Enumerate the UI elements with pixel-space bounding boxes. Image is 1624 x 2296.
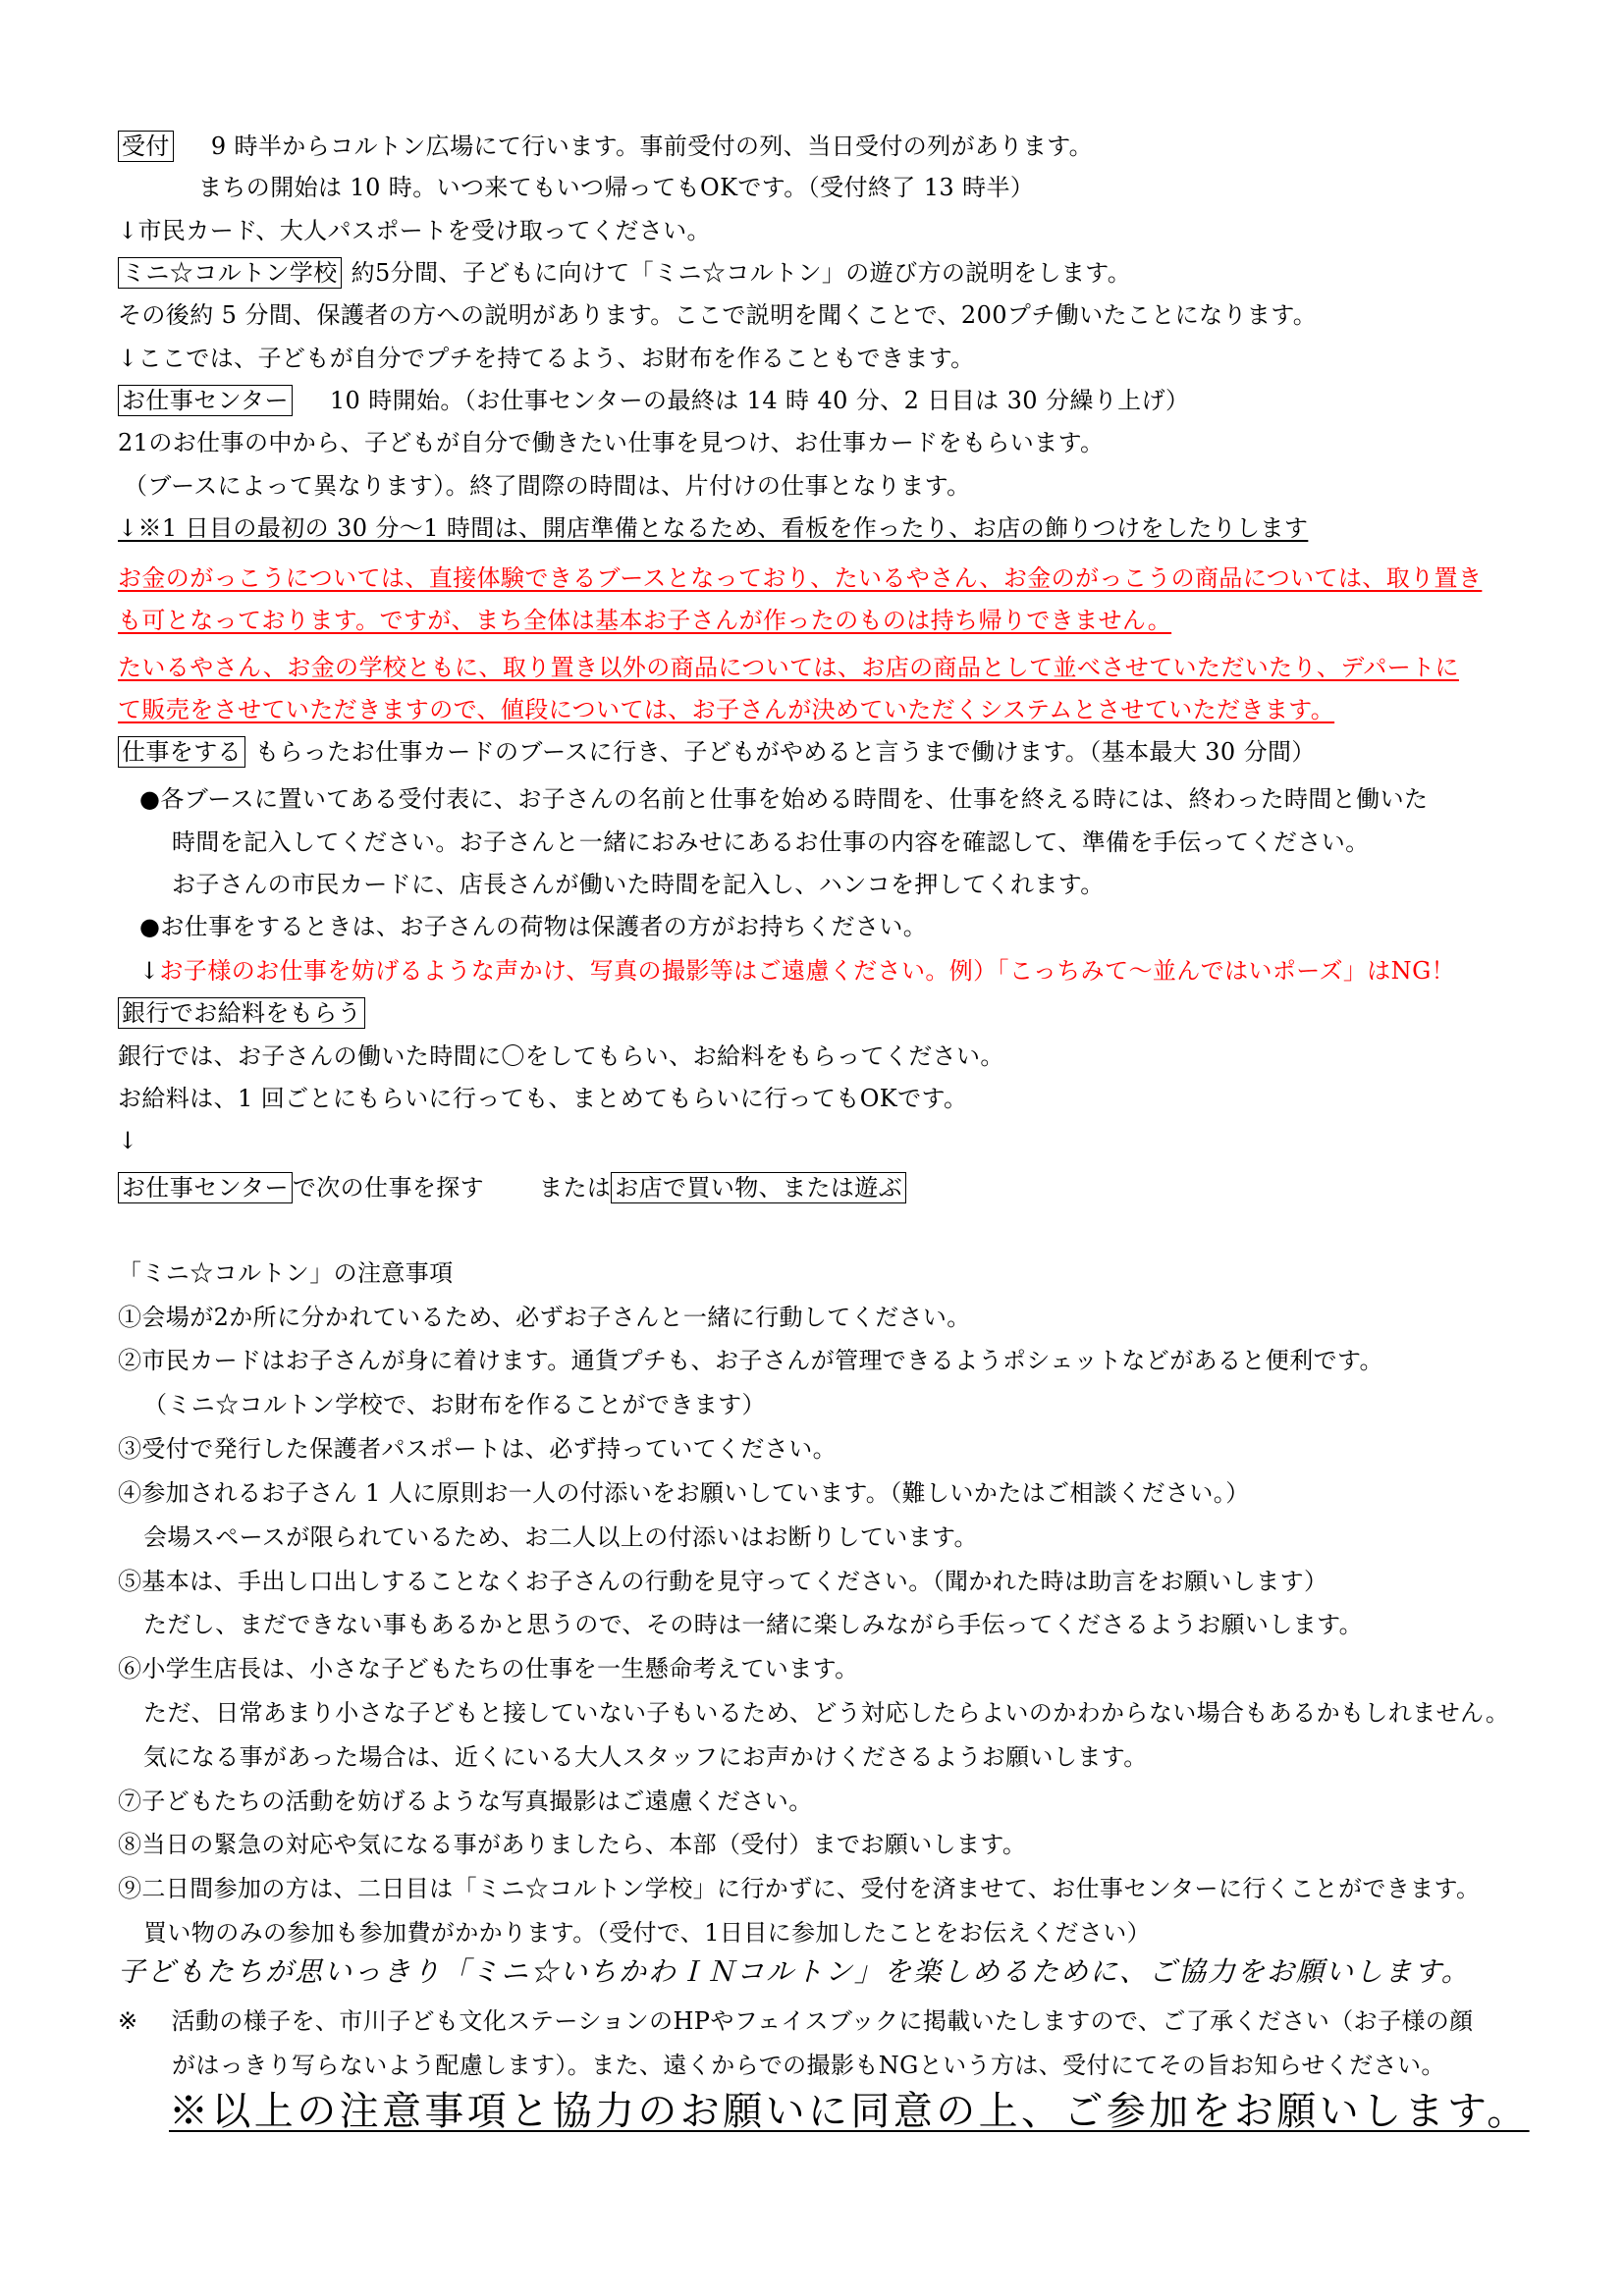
photo-note-text: がはっきり写らないよう配慮します）。また、遠くからでの撮影もNGという方は、受付にてその旨お知らせください。 (172, 2052, 1445, 2079)
photo-note-line (118, 2003, 1474, 2039)
loop-line (118, 1170, 906, 1205)
note-item: ②市民カードはお子さんが身に着けます。通貨プチも、お子さんが管理できるようポシェットなどがあると便利です。 (118, 1347, 1383, 1374)
school-text: 約5分間、子どもに向けて「ミニ☆コルトン」の遊び方の説明をします。 (351, 259, 1132, 287)
bank-label: 銀行でお給料をもらう (118, 997, 365, 1029)
agreement-statement: ※以上の注意事項と協力のお願いに同意の上、ご参加をお願いします。 (169, 2089, 1530, 2134)
work-bullet-line: ●お仕事をするときは、お子さんの荷物は保護者の方がお持ちください。 (139, 913, 928, 940)
note-item: ⑦子どもたちの活動を妨げるような写真撮影はご遠慮ください。 (118, 1788, 813, 1815)
loop-text: で次の仕事を探す (292, 1174, 485, 1201)
work-text: もらったお仕事カードのブースに行き、子どもがやめると言うまで働けます。（基本最大 30 分間） (255, 738, 1316, 766)
work-warning-line (139, 953, 1455, 988)
note-item: ①会場が2か所に分かれているため、必ずお子さんと一緒に行動してください。 (118, 1304, 971, 1331)
reception-line (118, 129, 1093, 164)
red-notice-line: たいるやさん、お金の学校ともに、取り置き以外の商品については、お店の商品として並べさせていただいたり、デパートに (118, 654, 1459, 681)
red-notice-line: も可となっております。ですが、まち全体は基本お子さんが作ったのものは持ち帰りできません。 (118, 607, 1172, 634)
bank-text: お給料は、1 回ごとにもらいに行っても、まとめてもらいに行ってもOKです。 (118, 1085, 968, 1112)
bank-text: 銀行では、お子さんの働いた時間に〇をしてもらい、お給料をもらってください。 (118, 1042, 1004, 1070)
note-item-continued: （ミニ☆コルトン学校で、お財布を作ることができます） (143, 1391, 766, 1418)
school-next: ↓ここでは、子どもが自分でプチを持てるよう、お財布を作ることもできます。 (118, 345, 975, 372)
school-parents-text: その後約 5 分間、保護者の方への説明があります。ここで説明を聞くことで、200プチ働いたことになります。 (118, 301, 1318, 329)
shop-label: お店で買い物、または遊ぶ (611, 1172, 906, 1203)
red-notice-line: て販売をさせていただきますので、値段については、お子さんが決めていただくシステムとさせていただきます。 (118, 696, 1335, 723)
down-arrow-icon: ↓ (118, 1127, 138, 1154)
note-item: ⑨二日間参加の方は、二日目は「ミニ☆コルトン学校」に行かずに、受付を済ませて、お仕事センターに行くことができます。 (118, 1875, 1481, 1902)
work-warning-text: お子様のお仕事を妨げるような声かけ、写真の撮影等はご遠慮ください。例）「こっちみて～並んではいポーズ」はNG！ (159, 957, 1456, 985)
red-notice-line: お金のがっこうについては、直接体験できるブースとなっており、たいるやさん、お金のがっこうの商品については、取り置き (118, 564, 1483, 592)
cooperation-request: 子どもたちが思いっきり「ミニ☆いちかわＩＮコルトン」を楽しめるために、ご協力をお願いします。 (118, 1955, 1471, 1988)
note-item-continued: ただし、まだできない事もあるかと思うので、その時は一緒に楽しみながら手伝ってくださるようお願いします。 (143, 1611, 1363, 1638)
note-item-continued: 買い物のみの参加も参加費がかかります。（受付で、1日目に参加したことをお伝えください） (143, 1919, 1152, 1947)
work-bullet-line: お子さんの市民カードに、店長さんが働いた時間を記入し、ハンコを押してくれます。 (172, 871, 1105, 898)
note-item: ③受付で発行した保護者パスポートは、必ず持っていてください。 (118, 1435, 837, 1463)
job-center-choose: 21のお仕事の中から、子どもが自分で働きたい仕事を見つけ、お仕事カードをもらいます。 (118, 429, 1105, 456)
note-item: ⑧当日の緊急の対応や気になる事がありましたら、本部（受付）までお願いします。 (118, 1831, 1027, 1858)
job-center-text: 10 時開始。（お仕事センターの最終は 14 時 40 分、2 日目は 30 分繰り上げ） (329, 387, 1190, 414)
work-bullet-line: ●各ブースに置いてある受付表に、お子さんの名前と仕事を始める時間を、仕事を終える時には、終わった時間と働いた (139, 785, 1429, 813)
job-center-label: お仕事センター (118, 1172, 293, 1203)
loop-or: または (539, 1174, 612, 1201)
job-center-next: ↓※1 日目の最初の 30 分～1 時間は、開店準備となるため、看板を作ったり、お店の飾りつけをしたりします (118, 514, 1309, 542)
photo-note-text: 活動の様子を、市川子ども文化ステーションのHPやフェイスブックに掲載いたしますので、ご了承ください（お子様の顔 (171, 2007, 1474, 2035)
note-item: ④参加されるお子さん 1 人に原則お一人の付添いをお願いしています。（難しいかたはご相談ください。） (118, 1479, 1250, 1507)
job-center-line (118, 383, 1189, 418)
job-center-label: お仕事センター (118, 385, 293, 416)
note-item-continued: ただ、日常あまり小さな子どもと接していない子もいるため、どう対応したらよいのかわからない場合もあるかもしれません。 (143, 1699, 1510, 1727)
note-item: ⑥小学生店長は、小さな子どもたちの仕事を一生懸命考えています。 (118, 1655, 859, 1682)
reception-text: 9 時半からコルトン広場にて行います。事前受付の列、当日受付の列があります。 (210, 133, 1094, 160)
job-center-booth: （ブースによって異なります）。終了間際の時間は、片付けの仕事となります。 (124, 472, 971, 500)
note-item: ⑤基本は、手出し口出しすることなくお子さんの行動を見守ってください。（聞かれた時は助言をお願いします） (118, 1568, 1328, 1595)
note-item-continued: 気になる事があった場合は、近くにいる大人スタッフにお声かけくださるようお願いします。 (143, 1743, 1148, 1771)
school-line (118, 255, 1131, 291)
reception-label: 受付 (118, 131, 174, 162)
school-label: ミニ☆コルトン学校 (118, 257, 342, 289)
work-line (118, 734, 1316, 770)
notes-title: 「ミニ☆コルトン」の注意事項 (118, 1259, 454, 1287)
work-label: 仕事をする (118, 736, 245, 768)
down-arrow-icon: ↓ (139, 957, 160, 985)
work-bullet-line: 時間を記入してください。お子さんと一緒におみせにあるお仕事の内容を確認して、準備を手伝ってください。 (172, 828, 1370, 856)
reception-next: ↓市民カード、大人パスポートを受け取ってください。 (118, 217, 711, 244)
reference-mark: ※ (118, 2007, 138, 2035)
note-item-continued: 会場スペースが限られているため、お二人以上の付添いはお断りしています。 (143, 1523, 978, 1551)
reception-note: まちの開始は 10 時。いつ来てもいつ帰ってもOKです。（受付終了 13 時半） (198, 174, 1035, 201)
bank-line (118, 995, 365, 1031)
